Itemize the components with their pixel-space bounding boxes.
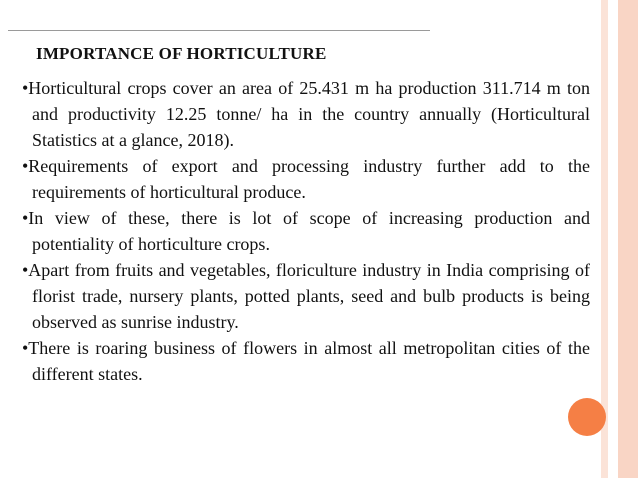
slide-title: IMPORTANCE OF HORTICULTURE: [36, 44, 327, 63]
bullet-item: •In view of these, there is lot of scope of increasing production and potentiality of horticulture crops.: [22, 208, 590, 254]
bullet-item: •Apart from fruits and vegetables, floriculture industry in India comprising of florist trade, nursery plants, potted plants, seed and bulb products is being observed as sunrise industry.: [22, 260, 590, 332]
top-divider: [8, 30, 430, 31]
decorative-side-bar-outer: [618, 0, 638, 478]
bullet-list: [22, 75, 590, 387]
decorative-orange-circle: [568, 398, 606, 436]
bullet-item: •There is roaring business of flowers in almost all metropolitan cities of the different states.: [22, 338, 590, 384]
bullet-item: •Requirements of export and processing industry further add to the requirements of horticultural produce.: [22, 156, 590, 202]
bullet-item: •Horticultural crops cover an area of 25.431 m ha production 311.714 m ton and productivity 12.25 tonne/ ha in the country annually (Horticultural Statistics at a glance, 2018).: [22, 78, 590, 150]
